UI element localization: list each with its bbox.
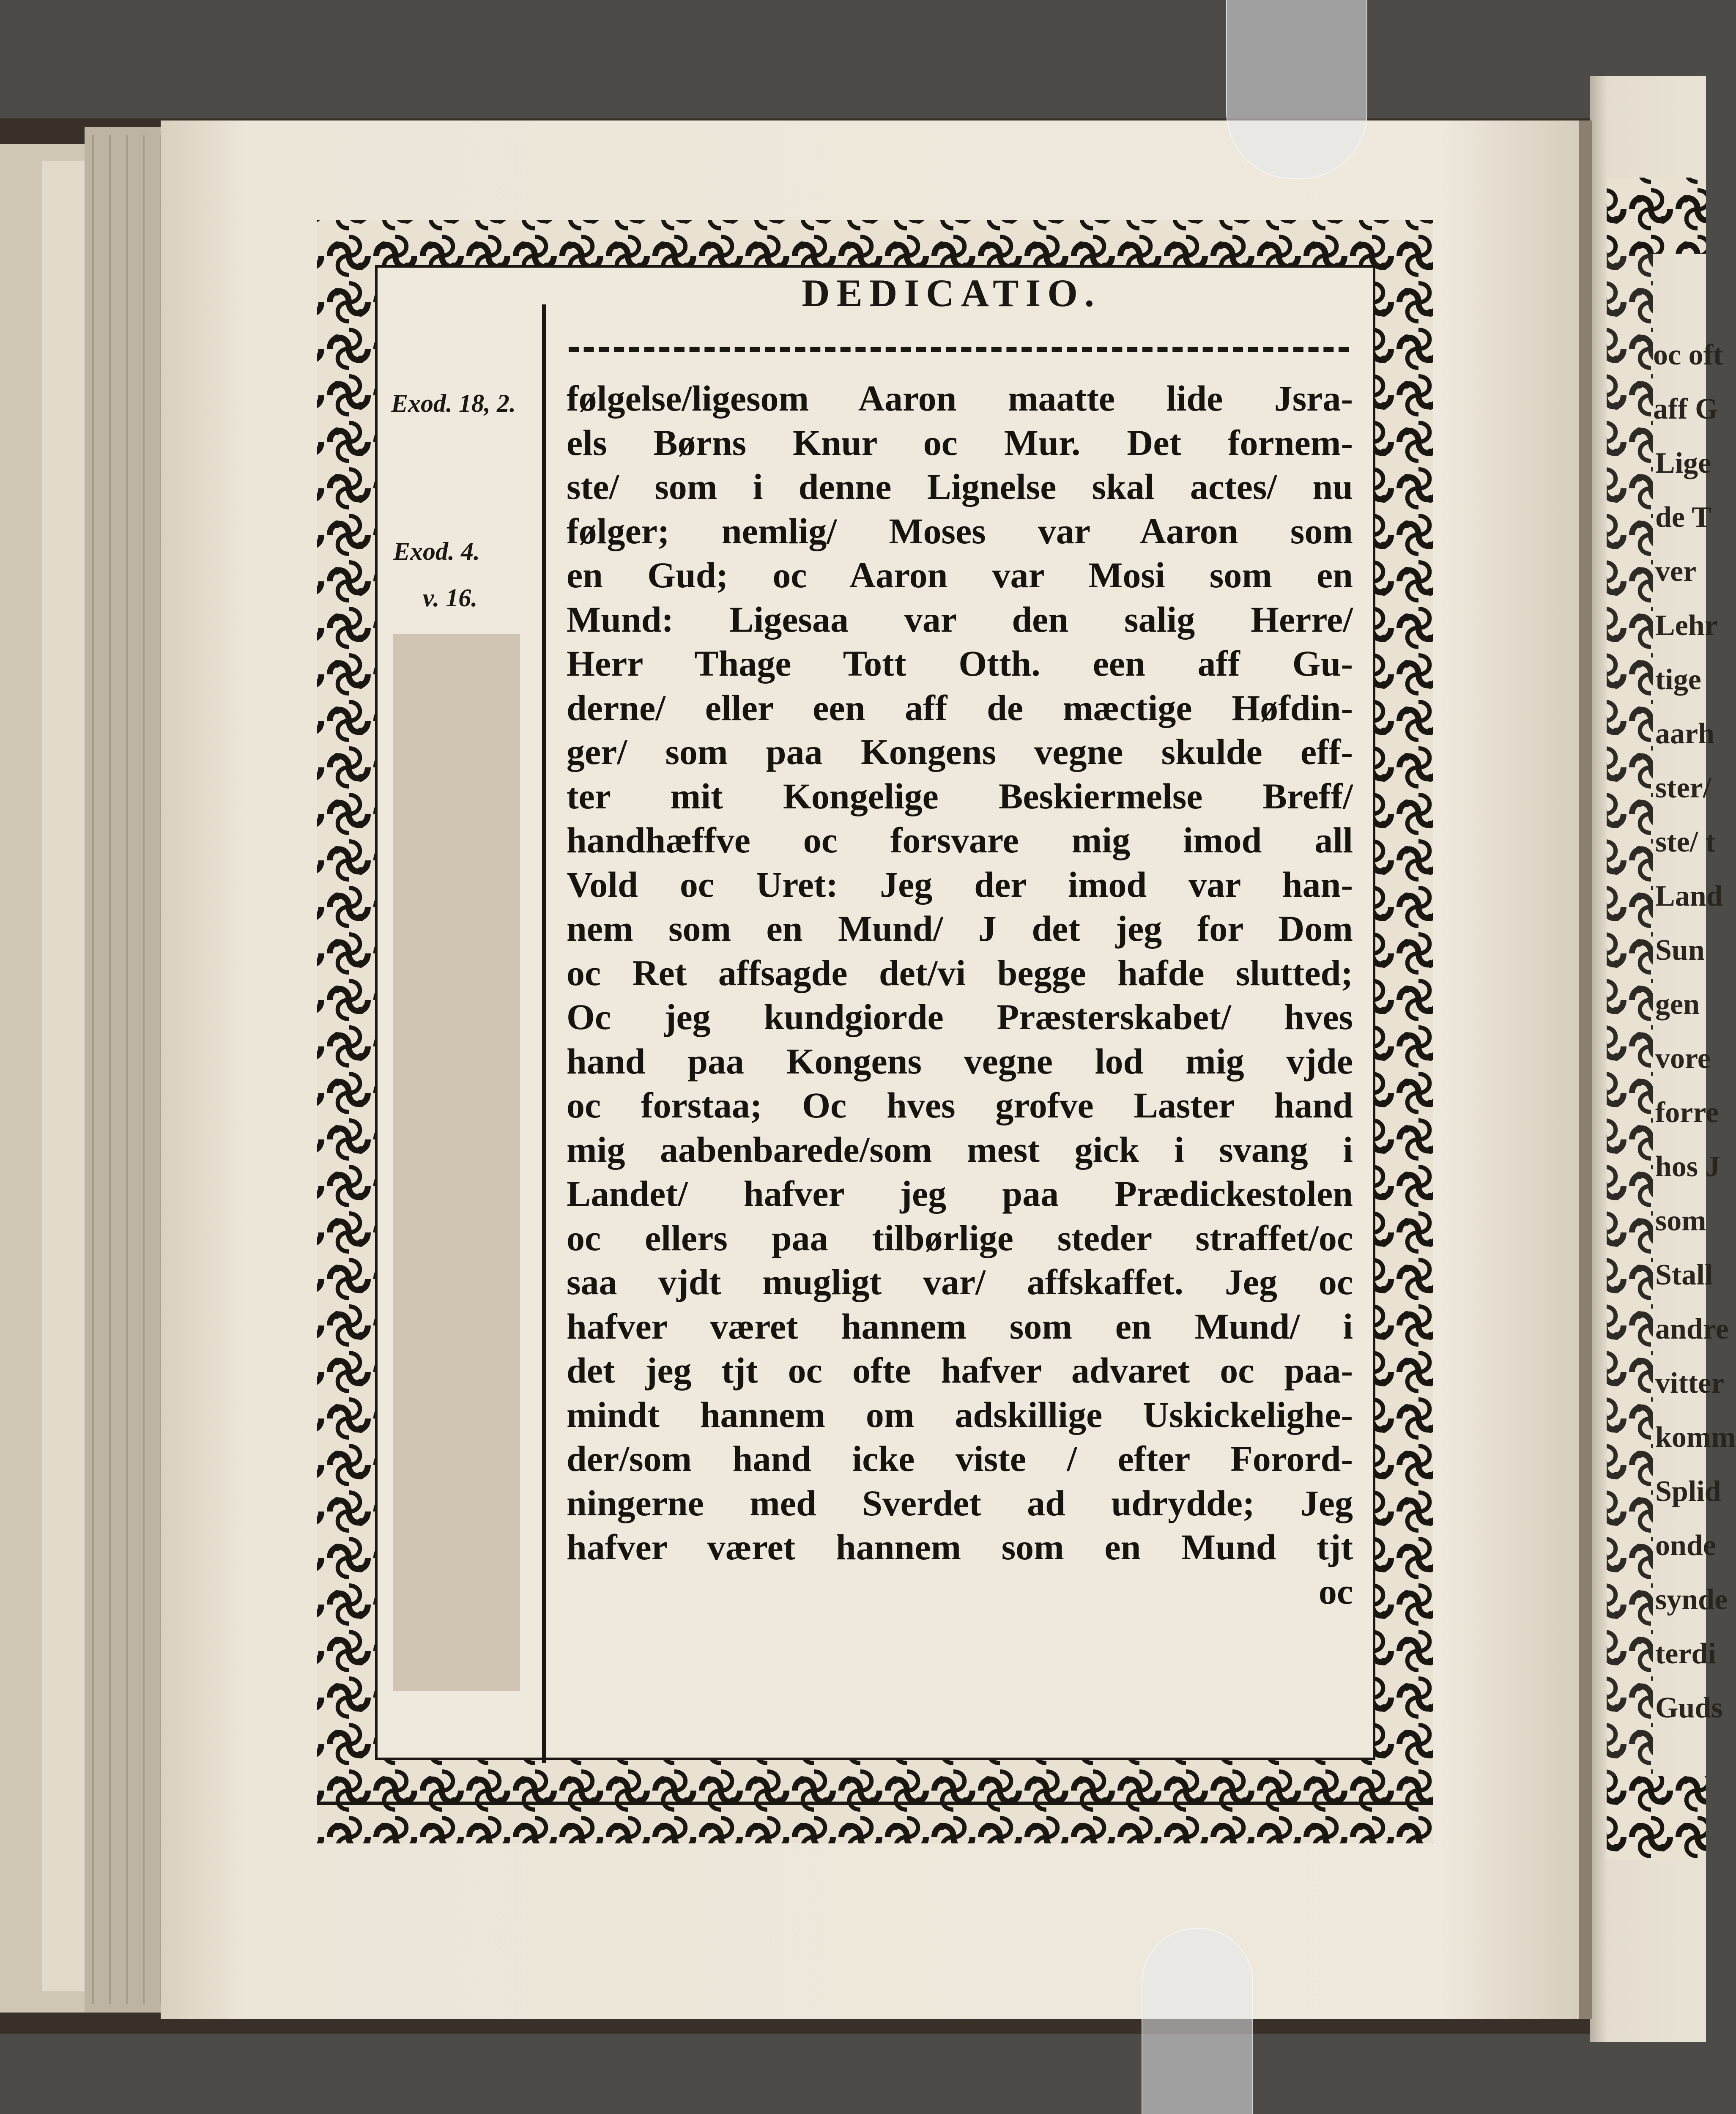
body-text	[567, 376, 1353, 1613]
margin-rule	[542, 304, 546, 1763]
text-line: hafver været hannem som en Mund tjt	[567, 1527, 1353, 1567]
text-line: Oc jeg kundgiorde Præsterskabet/ hves	[567, 997, 1353, 1037]
text-line: hand paa Kongens vegne lod mig vjde	[567, 1041, 1353, 1082]
text-line: Vold oc Uret: Jeg der imod var han-	[567, 864, 1353, 905]
margin-note: Exod. 4.	[393, 537, 480, 565]
text-line: ningerne med Sverdet ad udrydde; Jeg	[567, 1482, 1353, 1523]
text-line: en Gud; oc Aaron var Mosi som en	[567, 555, 1353, 595]
text-line: oc ellers paa tilbørlige steder straffet/oc	[567, 1217, 1353, 1258]
margin-note: Exod. 18, 2.	[391, 389, 516, 417]
page-header: DEDICATIO.	[802, 271, 1101, 315]
header-rule	[569, 347, 1349, 352]
facing-page-fragment: synde	[1655, 1583, 1728, 1616]
text-line: Herr Thage Tott Otth. een aff Gu-	[567, 643, 1353, 684]
facing-page-fragment: Land	[1655, 880, 1723, 912]
text-line: der/som hand icke viste / efter Forord-	[567, 1438, 1353, 1479]
text-line: følgelse/ligesom Aaron maatte lide Jsra-	[567, 378, 1353, 419]
page-clip-top	[1226, 0, 1367, 179]
facing-page-fragment: andre	[1655, 1313, 1729, 1345]
text-line: Landet/ hafver jeg paa Prædickestolen	[567, 1173, 1353, 1214]
margin-note: v. 16.	[423, 584, 478, 612]
facing-page-fragment: vore	[1655, 1042, 1711, 1075]
page-clip-bottom	[1142, 1928, 1253, 2114]
text-line: derne/ eller een aff de mæctige Høfdin-	[567, 687, 1353, 728]
text-line: ter mit Kongelige Beskiermelse Breff/	[567, 775, 1353, 816]
facing-page-fragment: terdi	[1655, 1638, 1716, 1670]
facing-page-fragment: tige	[1655, 663, 1701, 696]
text-line: hafver været hannem som en Mund/ i	[567, 1306, 1353, 1347]
text-line: mindt hannem om adskillige Uskickelighe-	[567, 1394, 1353, 1435]
text-line: oc Ret affsagde det/vi begge hafde slutted;	[567, 952, 1353, 993]
text-line: det jeg tjt oc ofte hafver advaret oc paa-	[567, 1350, 1353, 1391]
facing-page-fragment: oc oft	[1653, 339, 1723, 371]
text-line: nem som en Mund/ J det jeg for Dom	[567, 908, 1353, 949]
text-line: els Børns Knur oc Mur. Det fornem-	[567, 422, 1353, 463]
facing-page-fragment: Lige	[1655, 447, 1711, 479]
facing-page-fragment: Lehr	[1655, 609, 1718, 642]
facing-page-fragment: onde	[1655, 1529, 1716, 1562]
text-line: handhæffve oc forsvare mig imod all	[567, 820, 1353, 860]
text-line: ste/ som i denne Lignelse skal actes/ nu	[567, 466, 1353, 507]
text-line: mig aabenbarede/som mest gick i svang i	[567, 1129, 1353, 1170]
text-line: oc forstaa; Oc hves grofve Laster hand	[567, 1085, 1353, 1125]
facing-page-fragment: Sun	[1655, 934, 1705, 967]
facing-page-fragment: Guds	[1655, 1692, 1723, 1724]
facing-page-fragment: gen	[1655, 988, 1700, 1021]
facing-page-fragment: komm	[1655, 1421, 1736, 1454]
facing-page-fragment: Splid	[1655, 1475, 1721, 1508]
text-line: saa vjdt mugligt var/ affskaffet. Jeg oc	[567, 1262, 1353, 1302]
facing-page-fragment: aarh	[1655, 717, 1714, 750]
facing-page-fragment: de T	[1655, 501, 1711, 534]
facing-page-fragment: hos J	[1655, 1150, 1720, 1183]
facing-page-fragment: vitter	[1655, 1367, 1725, 1399]
facing-page-fragment: ste/ t	[1655, 826, 1715, 858]
text-line: ger/ som paa Kongens vegne skulde eff-	[567, 731, 1353, 772]
catchword: oc	[1318, 1571, 1353, 1612]
text-line: Mund: Ligesaa var den salig Herre/	[567, 599, 1353, 640]
text-line: følger; nemlig/ Moses var Aaron som	[567, 510, 1353, 551]
facing-page-fragment: som	[1655, 1205, 1706, 1237]
facing-page-fragment: ster/	[1655, 772, 1711, 804]
facing-page-fragment: aff G	[1653, 393, 1718, 425]
facing-page-fragment: ver	[1655, 555, 1697, 588]
facing-page-fragment: Stall	[1655, 1259, 1713, 1291]
facing-page-fragment: forre	[1655, 1096, 1719, 1129]
